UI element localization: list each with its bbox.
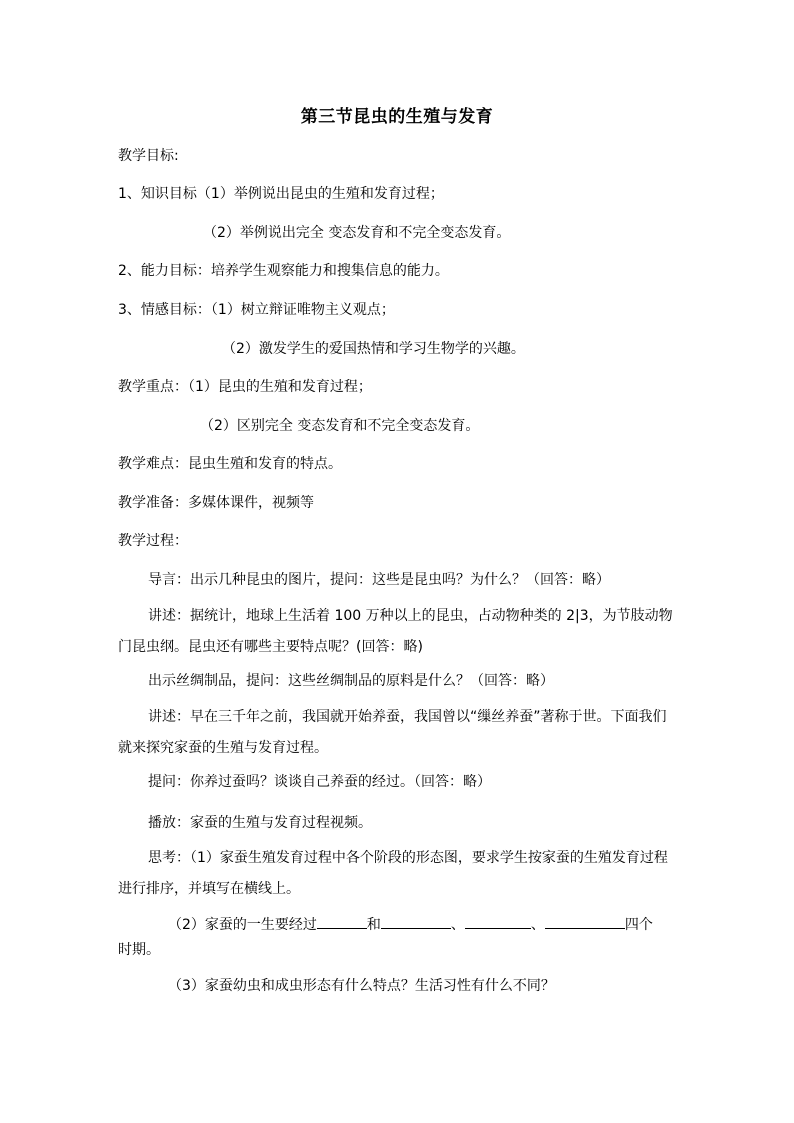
difficulty: 教学难点：昆虫生殖和发育的特点。: [118, 456, 342, 472]
think-paragraph-1: 思考：（1）家蚕生殖发育过程中各个阶段的形态图，要求学生按家蚕的生殖发育过程进行排序，并填写在横线上。: [118, 850, 668, 897]
think2-sep-1: 、: [450, 917, 465, 933]
play-paragraph: 播放：家蚕的生殖与发育过程视频。: [148, 815, 372, 831]
goals-heading: 教学目标:: [118, 148, 179, 164]
answer-blank-1[interactable]: [317, 914, 367, 929]
goal-ability: 2、能力目标：培养学生观察能力和搜集信息的能力。: [118, 263, 449, 279]
goal-emotion: 3、情感目标：（1）树立辩证唯物主义观点；: [118, 302, 395, 318]
think2-prefix: （2）家蚕的一生要经过: [168, 917, 317, 933]
answer-blank-2[interactable]: [381, 914, 451, 929]
think-paragraph-2-end: 时期。: [118, 942, 160, 958]
answer-blank-4[interactable]: [545, 914, 625, 929]
think2-and: 和: [366, 917, 381, 933]
preparation: 教学准备：多媒体课件，视频等: [118, 495, 314, 511]
goal-knowledge: 1、知识目标（1）举例说出昆虫的生殖和发育过程；: [118, 186, 444, 202]
page-title: 第三节昆虫的生殖与发育: [300, 107, 494, 127]
think-paragraph-2: [168, 914, 653, 935]
think2-sep-2: 、: [530, 917, 545, 933]
think2-suffix: 四个: [624, 917, 653, 933]
key-points: 教学重点：（1）昆虫的生殖和发育过程；: [118, 379, 372, 395]
key-points-2: （2）区别完全 变态发育和不完全变态发育。: [200, 418, 480, 434]
intro-paragraph: 导言：出示几种昆虫的图片，提问：这些是昆虫吗？为什么？（回答：略）: [148, 572, 610, 588]
question-paragraph: 提问：你养过蚕吗？谈谈自己养蚕的经过。（回答：略）: [148, 774, 491, 790]
silk-paragraph: 出示丝绸制品，提问：这些丝绸制品的原料是什么？（回答：略）: [148, 673, 554, 689]
think-paragraph-3: （3）家蚕幼虫和成虫形态有什么特点？生活习性有什么不同？: [168, 978, 555, 994]
goal-emotion-2: （2）激发学生的爱国热情和学习生物学的兴趣。: [222, 341, 525, 357]
narration-paragraph-2: 讲述：早在三千年之前，我国就开始养蚕，我国曾以“缫丝养蚕”著称于世。下面我们就来探究家蚕的生殖与发育过程。: [118, 709, 667, 756]
narration-paragraph-1: 讲述：据统计，地球上生活着 100 万种以上的昆虫，占动物种类的 2|3，为节肢动物门昆虫纲。昆虫还有哪些主要特点呢？(回答：略): [118, 608, 673, 655]
process-heading: 教学过程：: [118, 533, 188, 549]
goal-knowledge-2: （2）举例说出完全 变态发育和不完全变态发育。: [203, 225, 511, 241]
answer-blank-3[interactable]: [465, 914, 531, 929]
